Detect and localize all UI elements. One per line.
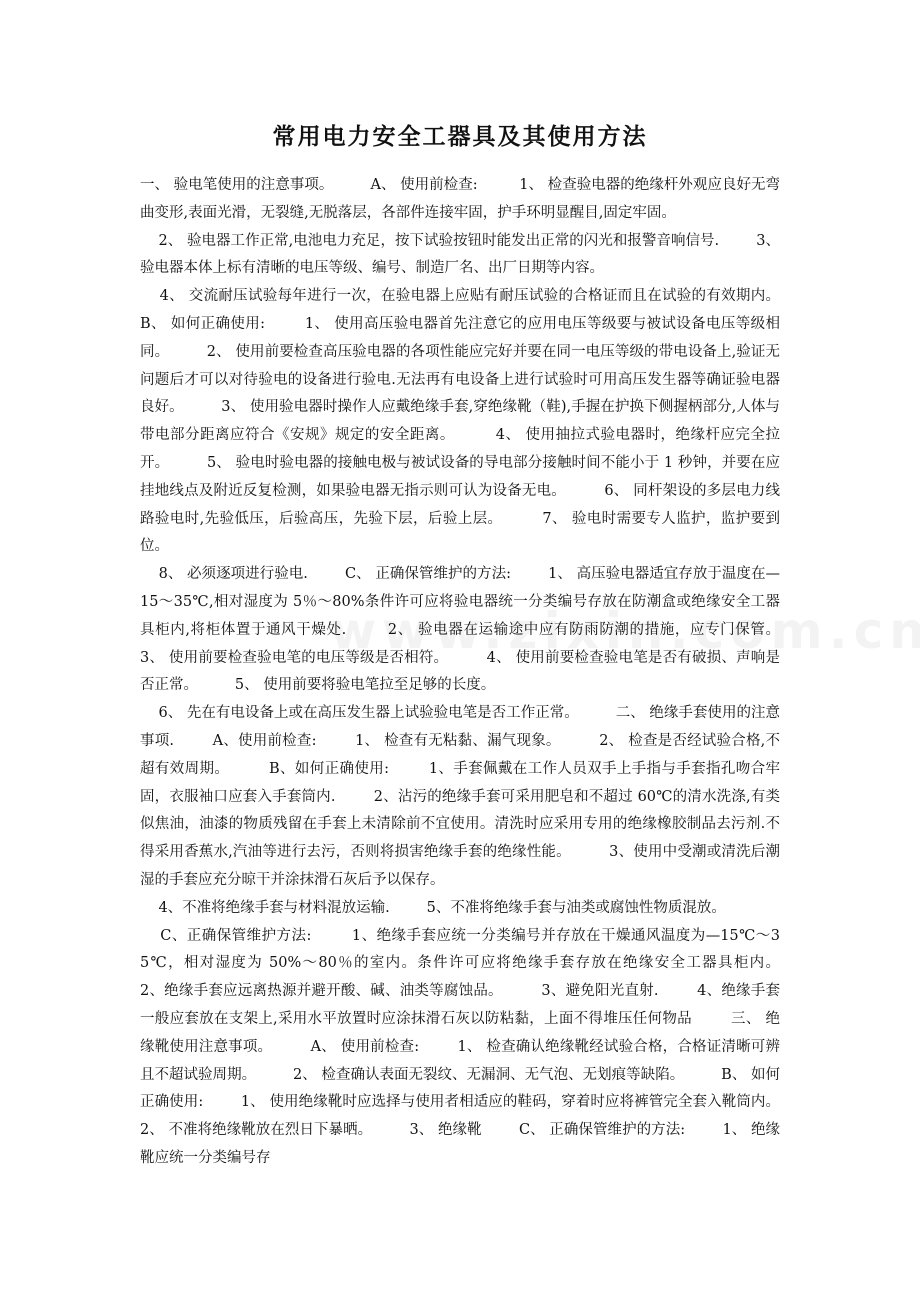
- paragraph-3: 4、 交流耐压试验每年进行一次，在验电器上应贴有耐压试验的合格证而且在试验的有效期内。 B、 如何正确使用: 1、 使用高压验电器首先注意它的应用电压等级要与被试设备电压等级相同。 2、 使用前要检查高压验电器的各项性能应完好并要在同一电压等级的带电设备上,验证无问题后才可以对待验电的设备进行验电.无法再有电设备上进行试验时可用高压发生器等确证验电器良好。 3、 使用验电器时操作人应戴绝缘手套,穿绝缘靴（鞋),手握在护换下侧握柄部分,人体与带电部分距离应符合《安规》规定的安全距离。 4、 使用抽拉式验电器时，绝缘杆应完全拉开。 5、 验电时验电器的接触电极与被试设备的导电部分接触时间不能小于 1 秒钟，并要在应挂地线点及附近反复检测，如果验电器无指示则可认为设备无电。 6、 同杆架设的多层电力线路验电时,先验低压，后验高压，先验下层，后验上层。 7、 验电时需要专人监护，监护要到位。: [140, 288, 817, 555]
- paragraph-1: 一、 验电笔使用的注意事项。 A、 使用前检查: 1、 检查验电器的绝缘杆外观应良好无弯曲变形,表面光滑，无裂缝,无脱落层，各部件连接牢固，护手环明显醒目,固定牢固。: [140, 177, 780, 221]
- paragraph-6: 4、不准将绝缘手套与材料混放运输. 5、不准将绝缘手套与油类或腐蚀性物质混放。: [140, 899, 726, 916]
- paragraph-2: 2、 验电器工作正常,电池电力充足，按下试验按钮时能发出正常的闪光和报警音响信号. 3、 验电器本体上标有清晰的电压等级、编号、制造厂名、出厂日期等内容。: [140, 232, 785, 277]
- document-title: 常用电力安全工器具及其使用方法: [272, 124, 648, 150]
- paragraph-5: 6、 先在有电设备上或在高压发生器上试验验电笔是否工作正常。 二、 绝缘手套使用的注意事项. A、使用前检查: 1、 检查有无粘黏、漏气现象。 2、 检查是否经试验合格,不超有效周期。 B、如何正确使用: 1、手套佩戴在工作人员双手上手指与手套指孔吻合牢固，衣服袖口应套入手套筒内. 2、沾污的绝缘手套可采用肥皂和不超过 60℃的清水洗涤,有类似焦油，油漆的物质残留在手套上未清除前不宜使用。清洗时应采用专用的绝缘橡胶制品去污剂.不得采用香蕉水,汽油等进行去污，否则将损害绝缘手套的绝缘性能。 3、使用中受潮或清洗后潮湿的手套应充分晾干并涂抹滑石灰后予以保存。: [140, 705, 780, 888]
- document-body: [140, 172, 817, 1173]
- paragraph-4: 8、 必须逐项进行验电. C、 正确保管维护的方法: 1、 高压验电器适宜存放于温度在—15～35℃,相对湿度为 5％～80%条件许可应将验电器统一分类编号存放在防潮盒或绝缘安全工器具柜内,将柜体置于通风干燥处. 2、 验电器在运输途中应有防雨防潮的措施，应专门保管。 3、 使用前要检查验电笔的电压等级是否相符。 4、 使用前要检查验电笔是否有破损、声响是否正常。 5、 使用前要将验电笔拉至足够的长度。: [140, 566, 817, 694]
- paragraph-7: C、正确保管维护方法: 1、绝缘手套应统一分类编号并存放在干燥通风温度为—15℃～35℃，相对湿度为 50%～80％的室内。条件许可应将绝缘手套存放在绝缘安全工器具柜内。 2、绝缘手套应远离热源并避开酸、碱、油类等腐蚀品。 3、避免阳光直射. 4、绝缘手套一般应套放在支架上,采用水平放置时应涂抹滑石灰以防粘黏，上面不得堆压任何物品 三、 绝缘靴使用注意事项。 A、 使用前检查: 1、 检查确认绝缘靴经试验合格，合格证清晰可辨且不超试验周期。 2、 检查确认表面无裂纹、无漏洞、无气泡、无划痕等缺陷。 B、 如何正确使用: 1、 使用绝缘靴时应选择与使用者相适应的鞋码，穿着时应将裤管完全套入靴筒内。 2、 不准将绝缘靴放在烈日下暴晒。 3、 绝缘靴 C、 正确保管维护的方法: 1、 绝缘靴应统一分类编号存: [140, 927, 817, 1166]
